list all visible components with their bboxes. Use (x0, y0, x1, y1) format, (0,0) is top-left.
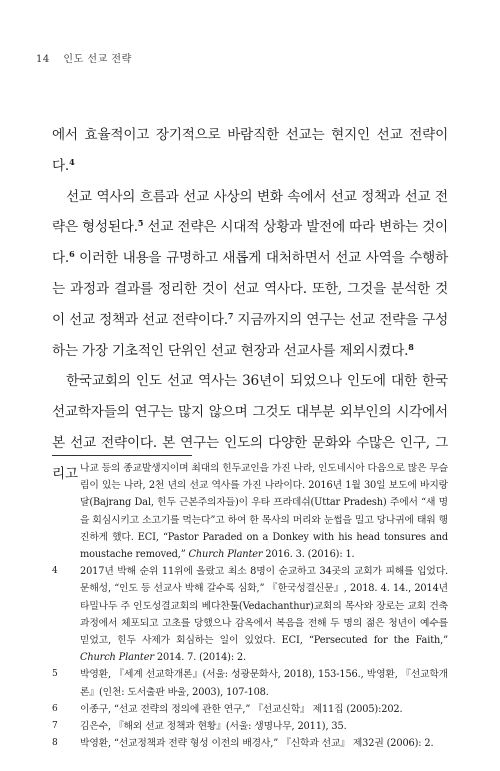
paragraph-2-sentence-3: 이러한 내용을 규명하고 새롭게 대처하면서 선교 사역을 수행하는 과정과 결과를 정리한 것이 선교 역사다. 또한, 그것을 분석한 것이 선교 정책과 선교 전략이다. (52, 250, 448, 328)
footnote-6-text: 이종구, “선교 전략의 정의에 관한 연구,” 『선교신학』 제11집 (2005):202. (80, 703, 403, 715)
footnotes (52, 460, 448, 752)
footnote-continuation-journal: Church Planter (188, 549, 263, 561)
footnote-8-text: 박영환, “선교정책과 전략 형성 이전의 배경사,” 『신학과 선교』 제32권 (2006): 2. (80, 738, 434, 750)
footnote-7-number: 7 (52, 721, 58, 732)
paragraph-1 (52, 120, 448, 182)
paragraph-2-sentence-2: 선교 전략은 시대적 상황과 발전에 따라 변하는 것이다. (52, 219, 448, 267)
running-header (36, 50, 132, 65)
footnote-divider (52, 455, 192, 456)
paragraph-3: 한국교회의 인도 선교 역사는 36년이 되었으나 인도에 대한 한국 선교학자들의 연구는 많지 않으며 그것도 대부분 외부인의 시각에서 본 선교 전략이다. 본 연구는 인도의 다양한 문화와 수많은 인구, 그리고 (52, 373, 448, 482)
running-title: 인도 선교 전략 (63, 54, 132, 65)
footnote-ref-8: 8 (408, 341, 414, 352)
footnote-8-number: 8 (52, 738, 58, 749)
footnote-4 (52, 563, 448, 666)
footnote-4-citation: 2014. 7. (2014): 2. (153, 652, 246, 664)
footnote-continuation (52, 460, 448, 563)
page-number: 14 (36, 54, 50, 65)
footnote-8 (52, 735, 448, 752)
paragraph-2-sentence-1: 선교 역사의 흐름과 선교 사상의 변화 속에서 선교 정책과 선교 전략은 형성된다. (52, 188, 448, 236)
footnote-5-number: 5 (52, 669, 58, 680)
paragraph-2-sentence-4: 지금까지의 연구는 선교 전략을 구성하는 가장 기초적인 단위인 선교 현장과 선교사를 제외시켰다. (52, 311, 448, 359)
footnote-4-journal: Church Planter (80, 652, 154, 664)
footnote-4-number: 4 (52, 566, 58, 577)
footnote-7-text: 김은수, 『해외 선교 정책과 현황』(서울: 생명나무, 2011), 35. (80, 721, 347, 733)
footnote-ref-5: 5 (137, 218, 144, 229)
footnote-continuation-citation: 2016. 3. (2016): 1. (262, 549, 355, 561)
paragraph-1-text: 에서 효율적이고 장기적으로 바람직한 선교는 현지인 선교 전략이다. (52, 127, 448, 174)
footnote-6 (52, 701, 448, 718)
footnote-6-number: 6 (52, 703, 58, 714)
footnote-4-text: 2017년 박해 순위 11위에 올랐고 최소 8명이 순교하고 34곳의 교회가 피해를 입었다. 문해성, “인도 등 선교사 박해 갈수록 심화,” 『한국성결신문』, 2018. 4. 14., 2014년 타밀나두 주 인도성결교회의 베다찬툴(Vedachanthur)교회의 목사와 장로는 교회 건축과정에서 체포되고 고초를 당했으나 감옥에서 복음을 전해 두 명의 젊은 청년이 예수를 믿었고, 힌두 사제가 회심하는 일이 있었다. ECI, “Persecuted for the Faith,” (80, 566, 448, 647)
footnote-5 (52, 666, 448, 700)
footnote-7 (52, 718, 448, 735)
footnote-ref-6: 6 (69, 249, 75, 260)
footnote-5-text: 박영환, 『세계 선교학개론』(서울: 성광문화사, 2018), 153-156., 박영환, 『선교학개론』(인천: 도서출판 바울, 2003), 107-108. (80, 669, 448, 698)
paragraph-2 (52, 182, 448, 367)
footnote-ref-4: 4 (69, 156, 75, 167)
footnote-ref-7: 7 (227, 310, 234, 321)
footnote-continuation-text: 나교 등의 종교발생지이며 최대의 힌두교인을 가진 나라, 인도네시아 다음으로 많은 무슬림이 있는 나라, 2천 년의 선교 역사를 가진 나라이다. 2016년 1월 30일 보도에 바지랑 달(Bajrang Dal, 힌두 근본주의자들)이 우타 프라데쉬(Uttar Pradesh) 주에서 “새 명을 회심시키고 소고기를 먹는다”고 하여 한 목사의 머리와 눈썹을 밀고 당나귀에 태워 행진하게 했다. ECI, “Pastor Paraded on a Donkey with his head tonsures and moustache removed,” (80, 463, 448, 561)
body-text (52, 120, 448, 490)
